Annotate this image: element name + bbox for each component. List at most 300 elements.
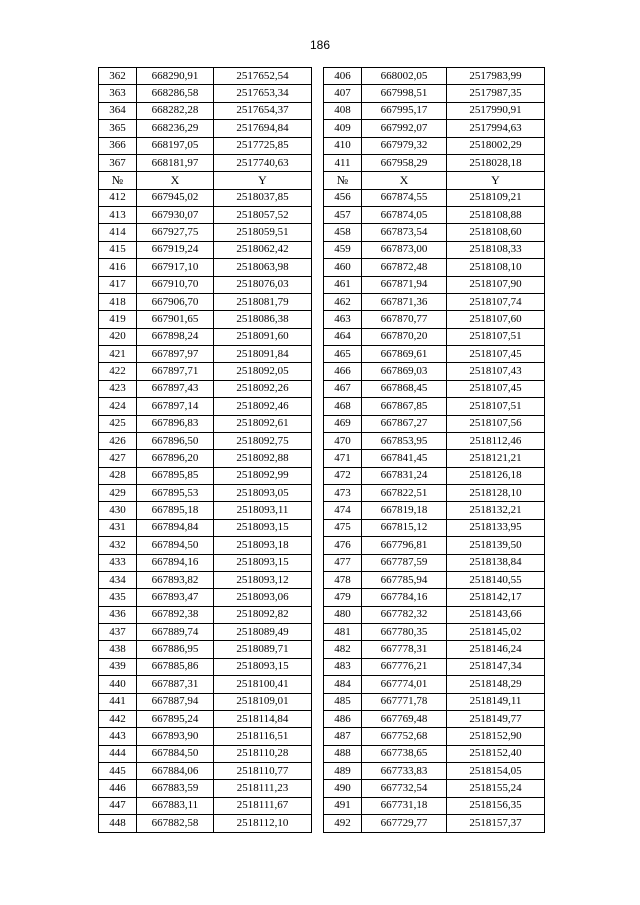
column-gap (312, 259, 324, 276)
table-top-section (99, 68, 545, 172)
y-coordinate-cell: 2518091,60 (214, 328, 312, 345)
column-gap (312, 467, 324, 484)
point-number-cell: 461 (324, 276, 362, 293)
y-coordinate-cell: 2518145,02 (447, 624, 545, 641)
column-gap (312, 276, 324, 293)
y-coordinate-cell: 2518092,88 (214, 450, 312, 467)
table-row (99, 154, 545, 171)
point-number-cell: 467 (324, 380, 362, 397)
point-number-cell: 431 (99, 519, 137, 536)
y-coordinate-cell: 2518108,33 (447, 241, 545, 258)
point-number-cell: 473 (324, 485, 362, 502)
x-coordinate-cell: 667831,24 (362, 467, 447, 484)
point-number-cell: 462 (324, 293, 362, 310)
column-header-number-right: № (324, 172, 362, 189)
x-coordinate-cell: 667896,50 (137, 432, 214, 449)
column-gap (312, 241, 324, 258)
point-number-cell: 476 (324, 537, 362, 554)
column-gap (312, 363, 324, 380)
point-number-cell: 487 (324, 728, 362, 745)
y-coordinate-cell: 2518146,24 (447, 641, 545, 658)
x-coordinate-cell: 667882,58 (137, 815, 214, 832)
column-gap (312, 224, 324, 241)
x-coordinate-cell: 667893,82 (137, 571, 214, 588)
y-coordinate-cell: 2518107,90 (447, 276, 545, 293)
x-coordinate-cell: 667853,95 (362, 432, 447, 449)
y-coordinate-cell: 2518138,84 (447, 554, 545, 571)
y-coordinate-cell: 2518121,21 (447, 450, 545, 467)
point-number-cell: 422 (99, 363, 137, 380)
x-coordinate-cell: 667897,71 (137, 363, 214, 380)
x-coordinate-cell: 667868,45 (362, 380, 447, 397)
point-number-cell: 469 (324, 415, 362, 432)
y-coordinate-cell: 2518093,05 (214, 485, 312, 502)
x-coordinate-cell: 667787,59 (362, 554, 447, 571)
table-row (99, 606, 545, 623)
point-number-cell: 412 (99, 189, 137, 206)
point-number-cell: 488 (324, 745, 362, 762)
x-coordinate-cell: 667729,77 (362, 815, 447, 832)
column-gap (312, 154, 324, 171)
column-header-y-left: Y (214, 172, 312, 189)
point-number-cell: 443 (99, 728, 137, 745)
column-header-number-left: № (99, 172, 137, 189)
y-coordinate-cell: 2518093,15 (214, 554, 312, 571)
point-number-cell: 427 (99, 450, 137, 467)
column-gap (312, 293, 324, 310)
point-number-cell: 484 (324, 676, 362, 693)
point-number-cell: 421 (99, 346, 137, 363)
table-row (99, 102, 545, 119)
point-number-cell: 425 (99, 415, 137, 432)
point-number-cell: 365 (99, 120, 137, 137)
x-coordinate-cell: 667897,97 (137, 346, 214, 363)
point-number-cell: 363 (99, 85, 137, 102)
y-coordinate-cell: 2518109,01 (214, 693, 312, 710)
point-number-cell: 491 (324, 797, 362, 814)
x-coordinate-cell: 667869,03 (362, 363, 447, 380)
table-row (99, 554, 545, 571)
column-gap (312, 658, 324, 675)
point-number-cell: 474 (324, 502, 362, 519)
point-number-cell: 490 (324, 780, 362, 797)
table-row (99, 537, 545, 554)
y-coordinate-cell: 2518108,60 (447, 224, 545, 241)
table-row (99, 641, 545, 658)
column-gap (312, 432, 324, 449)
x-coordinate-cell: 667895,24 (137, 710, 214, 727)
x-coordinate-cell: 667895,85 (137, 467, 214, 484)
x-coordinate-cell: 667819,18 (362, 502, 447, 519)
point-number-cell: 424 (99, 398, 137, 415)
x-coordinate-cell: 668282,28 (137, 102, 214, 119)
y-coordinate-cell: 2518028,18 (447, 154, 545, 171)
point-number-cell: 483 (324, 658, 362, 675)
table-row (99, 467, 545, 484)
point-number-cell: 465 (324, 346, 362, 363)
y-coordinate-cell: 2518093,15 (214, 658, 312, 675)
y-coordinate-cell: 2518152,40 (447, 745, 545, 762)
column-gap (312, 85, 324, 102)
table-row (99, 85, 545, 102)
column-gap (312, 554, 324, 571)
point-number-cell: 459 (324, 241, 362, 258)
y-coordinate-cell: 2518107,56 (447, 415, 545, 432)
table-row (99, 276, 545, 293)
coordinates-table (98, 67, 545, 833)
x-coordinate-cell: 667874,05 (362, 207, 447, 224)
point-number-cell: 419 (99, 311, 137, 328)
y-coordinate-cell: 2518107,45 (447, 346, 545, 363)
column-gap (312, 606, 324, 623)
x-coordinate-cell: 667873,54 (362, 224, 447, 241)
point-number-cell: 367 (99, 154, 137, 171)
y-coordinate-cell: 2518128,10 (447, 485, 545, 502)
point-number-cell: 366 (99, 137, 137, 154)
point-number-cell: 480 (324, 606, 362, 623)
column-gap (312, 693, 324, 710)
x-coordinate-cell: 667995,17 (362, 102, 447, 119)
y-coordinate-cell: 2518140,55 (447, 571, 545, 588)
point-number-cell: 446 (99, 780, 137, 797)
column-gap (312, 763, 324, 780)
x-coordinate-cell: 667769,48 (362, 710, 447, 727)
column-gap (312, 380, 324, 397)
y-coordinate-cell: 2518092,82 (214, 606, 312, 623)
column-gap (312, 710, 324, 727)
x-coordinate-cell: 667870,77 (362, 311, 447, 328)
page-number: 186 (309, 38, 331, 52)
y-coordinate-cell: 2518109,21 (447, 189, 545, 206)
table-row (99, 224, 545, 241)
point-number-cell: 420 (99, 328, 137, 345)
y-coordinate-cell: 2518089,49 (214, 624, 312, 641)
y-coordinate-cell: 2518081,79 (214, 293, 312, 310)
point-number-cell: 441 (99, 693, 137, 710)
column-gap (312, 537, 324, 554)
point-number-cell: 439 (99, 658, 137, 675)
y-coordinate-cell: 2518089,71 (214, 641, 312, 658)
column-gap (312, 519, 324, 536)
table-row (99, 519, 545, 536)
point-number-cell: 407 (324, 85, 362, 102)
column-gap (312, 624, 324, 641)
x-coordinate-cell: 667896,83 (137, 415, 214, 432)
x-coordinate-cell: 667731,18 (362, 797, 447, 814)
y-coordinate-cell: 2518126,18 (447, 467, 545, 484)
y-coordinate-cell: 2517654,37 (214, 102, 312, 119)
point-number-cell: 479 (324, 589, 362, 606)
y-coordinate-cell: 2518107,60 (447, 311, 545, 328)
table-row (99, 415, 545, 432)
x-coordinate-cell: 667893,47 (137, 589, 214, 606)
x-coordinate-cell: 667896,20 (137, 450, 214, 467)
point-number-cell: 428 (99, 467, 137, 484)
table-row (99, 728, 545, 745)
point-number-cell: 416 (99, 259, 137, 276)
y-coordinate-cell: 2518112,46 (447, 432, 545, 449)
x-coordinate-cell: 667867,85 (362, 398, 447, 415)
table-row (99, 589, 545, 606)
x-coordinate-cell: 667885,86 (137, 658, 214, 675)
x-coordinate-cell: 667884,06 (137, 763, 214, 780)
x-coordinate-cell: 668290,91 (137, 68, 214, 85)
point-number-cell: 411 (324, 154, 362, 171)
x-coordinate-cell: 667883,11 (137, 797, 214, 814)
x-coordinate-cell: 667889,74 (137, 624, 214, 641)
y-coordinate-cell: 2517652,54 (214, 68, 312, 85)
y-coordinate-cell: 2517740,63 (214, 154, 312, 171)
y-coordinate-cell: 2518116,51 (214, 728, 312, 745)
table-row (99, 328, 545, 345)
x-coordinate-cell: 667841,45 (362, 450, 447, 467)
point-number-cell: 471 (324, 450, 362, 467)
column-gap (312, 780, 324, 797)
y-coordinate-cell: 2518112,10 (214, 815, 312, 832)
table-row (99, 120, 545, 137)
x-coordinate-cell: 667919,24 (137, 241, 214, 258)
y-coordinate-cell: 2518086,38 (214, 311, 312, 328)
y-coordinate-cell: 2518108,88 (447, 207, 545, 224)
table-header (99, 172, 545, 189)
x-coordinate-cell: 667887,31 (137, 676, 214, 693)
column-gap (312, 137, 324, 154)
x-coordinate-cell: 668197,05 (137, 137, 214, 154)
column-gap (312, 311, 324, 328)
column-header-x-left: X (137, 172, 214, 189)
point-number-cell: 426 (99, 432, 137, 449)
y-coordinate-cell: 2518059,51 (214, 224, 312, 241)
y-coordinate-cell: 2518037,85 (214, 189, 312, 206)
y-coordinate-cell: 2518108,10 (447, 259, 545, 276)
column-gap (312, 641, 324, 658)
x-coordinate-cell: 667785,94 (362, 571, 447, 588)
table-row (99, 432, 545, 449)
table-row (99, 815, 545, 832)
x-coordinate-cell: 667869,61 (362, 346, 447, 363)
point-number-cell: 409 (324, 120, 362, 137)
y-coordinate-cell: 2518107,51 (447, 398, 545, 415)
point-number-cell: 413 (99, 207, 137, 224)
table-row (99, 259, 545, 276)
x-coordinate-cell: 668002,05 (362, 68, 447, 85)
x-coordinate-cell: 668181,97 (137, 154, 214, 171)
y-coordinate-cell: 2518143,66 (447, 606, 545, 623)
x-coordinate-cell: 667752,68 (362, 728, 447, 745)
x-coordinate-cell: 667884,50 (137, 745, 214, 762)
table-row (99, 398, 545, 415)
column-gap (312, 207, 324, 224)
x-coordinate-cell: 667895,53 (137, 485, 214, 502)
y-coordinate-cell: 2518148,29 (447, 676, 545, 693)
point-number-cell: 489 (324, 763, 362, 780)
y-coordinate-cell: 2518149,11 (447, 693, 545, 710)
x-coordinate-cell: 667958,29 (362, 154, 447, 171)
x-coordinate-cell: 667886,95 (137, 641, 214, 658)
y-coordinate-cell: 2518111,67 (214, 797, 312, 814)
y-coordinate-cell: 2518092,61 (214, 415, 312, 432)
x-coordinate-cell: 667894,16 (137, 554, 214, 571)
x-coordinate-cell: 667893,90 (137, 728, 214, 745)
point-number-cell: 430 (99, 502, 137, 519)
column-gap (312, 68, 324, 85)
x-coordinate-cell: 667815,12 (362, 519, 447, 536)
y-coordinate-cell: 2518107,45 (447, 380, 545, 397)
point-number-cell: 436 (99, 606, 137, 623)
x-coordinate-cell: 667870,20 (362, 328, 447, 345)
x-coordinate-cell: 667910,70 (137, 276, 214, 293)
column-gap (312, 120, 324, 137)
x-coordinate-cell: 667892,38 (137, 606, 214, 623)
table-row (99, 363, 545, 380)
table-row (99, 571, 545, 588)
point-number-cell: 444 (99, 745, 137, 762)
table-row (99, 189, 545, 206)
y-coordinate-cell: 2518132,21 (447, 502, 545, 519)
x-coordinate-cell: 667822,51 (362, 485, 447, 502)
x-coordinate-cell: 667871,94 (362, 276, 447, 293)
table-row (99, 346, 545, 363)
x-coordinate-cell: 667917,10 (137, 259, 214, 276)
x-coordinate-cell: 667871,36 (362, 293, 447, 310)
y-coordinate-cell: 2518091,84 (214, 346, 312, 363)
column-gap (312, 450, 324, 467)
y-coordinate-cell: 2517653,34 (214, 85, 312, 102)
y-coordinate-cell: 2518110,28 (214, 745, 312, 762)
y-coordinate-cell: 2518092,99 (214, 467, 312, 484)
column-gap (312, 728, 324, 745)
y-coordinate-cell: 2518092,46 (214, 398, 312, 415)
column-gap (312, 676, 324, 693)
y-coordinate-cell: 2518100,41 (214, 676, 312, 693)
x-coordinate-cell: 667945,02 (137, 189, 214, 206)
y-coordinate-cell: 2518155,24 (447, 780, 545, 797)
y-coordinate-cell: 2518154,05 (447, 763, 545, 780)
x-coordinate-cell: 667738,65 (362, 745, 447, 762)
table-row (99, 450, 545, 467)
y-coordinate-cell: 2518149,77 (447, 710, 545, 727)
x-coordinate-cell: 667897,43 (137, 380, 214, 397)
y-coordinate-cell: 2518093,12 (214, 571, 312, 588)
point-number-cell: 463 (324, 311, 362, 328)
table-row (99, 137, 545, 154)
column-gap (312, 398, 324, 415)
column-gap (312, 815, 324, 832)
x-coordinate-cell: 667883,59 (137, 780, 214, 797)
point-number-cell: 434 (99, 571, 137, 588)
column-gap (312, 102, 324, 119)
y-coordinate-cell: 2518093,15 (214, 519, 312, 536)
x-coordinate-cell: 667771,78 (362, 693, 447, 710)
x-coordinate-cell: 668236,29 (137, 120, 214, 137)
point-number-cell: 423 (99, 380, 137, 397)
x-coordinate-cell: 667776,21 (362, 658, 447, 675)
point-number-cell: 477 (324, 554, 362, 571)
point-number-cell: 456 (324, 189, 362, 206)
table-row (99, 624, 545, 641)
point-number-cell: 406 (324, 68, 362, 85)
x-coordinate-cell: 667992,07 (362, 120, 447, 137)
point-number-cell: 478 (324, 571, 362, 588)
y-coordinate-cell: 2518093,06 (214, 589, 312, 606)
column-gap (312, 797, 324, 814)
column-gap (312, 415, 324, 432)
y-coordinate-cell: 2518152,90 (447, 728, 545, 745)
table-row (99, 380, 545, 397)
table-row (99, 311, 545, 328)
point-number-cell: 440 (99, 676, 137, 693)
y-coordinate-cell: 2518107,51 (447, 328, 545, 345)
x-coordinate-cell: 667930,07 (137, 207, 214, 224)
x-coordinate-cell: 667872,48 (362, 259, 447, 276)
table-row (99, 485, 545, 502)
x-coordinate-cell: 667782,32 (362, 606, 447, 623)
point-number-cell: 408 (324, 102, 362, 119)
y-coordinate-cell: 2518114,84 (214, 710, 312, 727)
column-gap (312, 189, 324, 206)
point-number-cell: 418 (99, 293, 137, 310)
y-coordinate-cell: 2518092,26 (214, 380, 312, 397)
table-row (99, 710, 545, 727)
x-coordinate-cell: 667874,55 (362, 189, 447, 206)
x-coordinate-cell: 667901,65 (137, 311, 214, 328)
point-number-cell: 460 (324, 259, 362, 276)
table-row (99, 763, 545, 780)
y-coordinate-cell: 2518076,03 (214, 276, 312, 293)
y-coordinate-cell: 2518063,98 (214, 259, 312, 276)
point-number-cell: 415 (99, 241, 137, 258)
column-header-y-right: Y (447, 172, 545, 189)
table-main-section (99, 189, 545, 832)
point-number-cell: 438 (99, 641, 137, 658)
point-number-cell: 457 (324, 207, 362, 224)
table-row (99, 797, 545, 814)
y-coordinate-cell: 2518057,52 (214, 207, 312, 224)
point-number-cell: 437 (99, 624, 137, 641)
point-number-cell: 482 (324, 641, 362, 658)
y-coordinate-cell: 2517994,63 (447, 120, 545, 137)
point-number-cell: 468 (324, 398, 362, 415)
table-row (99, 658, 545, 675)
point-number-cell: 485 (324, 693, 362, 710)
x-coordinate-cell: 667906,70 (137, 293, 214, 310)
x-coordinate-cell: 667873,00 (362, 241, 447, 258)
y-coordinate-cell: 2518147,34 (447, 658, 545, 675)
table-row (99, 502, 545, 519)
point-number-cell: 492 (324, 815, 362, 832)
x-coordinate-cell: 668286,58 (137, 85, 214, 102)
column-header-x-right: X (362, 172, 447, 189)
y-coordinate-cell: 2518156,35 (447, 797, 545, 814)
column-gap (312, 571, 324, 588)
point-number-cell: 417 (99, 276, 137, 293)
table-row (99, 676, 545, 693)
y-coordinate-cell: 2518139,50 (447, 537, 545, 554)
table-row (99, 207, 545, 224)
y-coordinate-cell: 2517725,85 (214, 137, 312, 154)
point-number-cell: 448 (99, 815, 137, 832)
point-number-cell: 466 (324, 363, 362, 380)
x-coordinate-cell: 667894,84 (137, 519, 214, 536)
y-coordinate-cell: 2517983,99 (447, 68, 545, 85)
table-row (99, 241, 545, 258)
x-coordinate-cell: 667887,94 (137, 693, 214, 710)
point-number-cell: 475 (324, 519, 362, 536)
x-coordinate-cell: 667732,54 (362, 780, 447, 797)
point-number-cell: 435 (99, 589, 137, 606)
y-coordinate-cell: 2518157,37 (447, 815, 545, 832)
point-number-cell: 470 (324, 432, 362, 449)
